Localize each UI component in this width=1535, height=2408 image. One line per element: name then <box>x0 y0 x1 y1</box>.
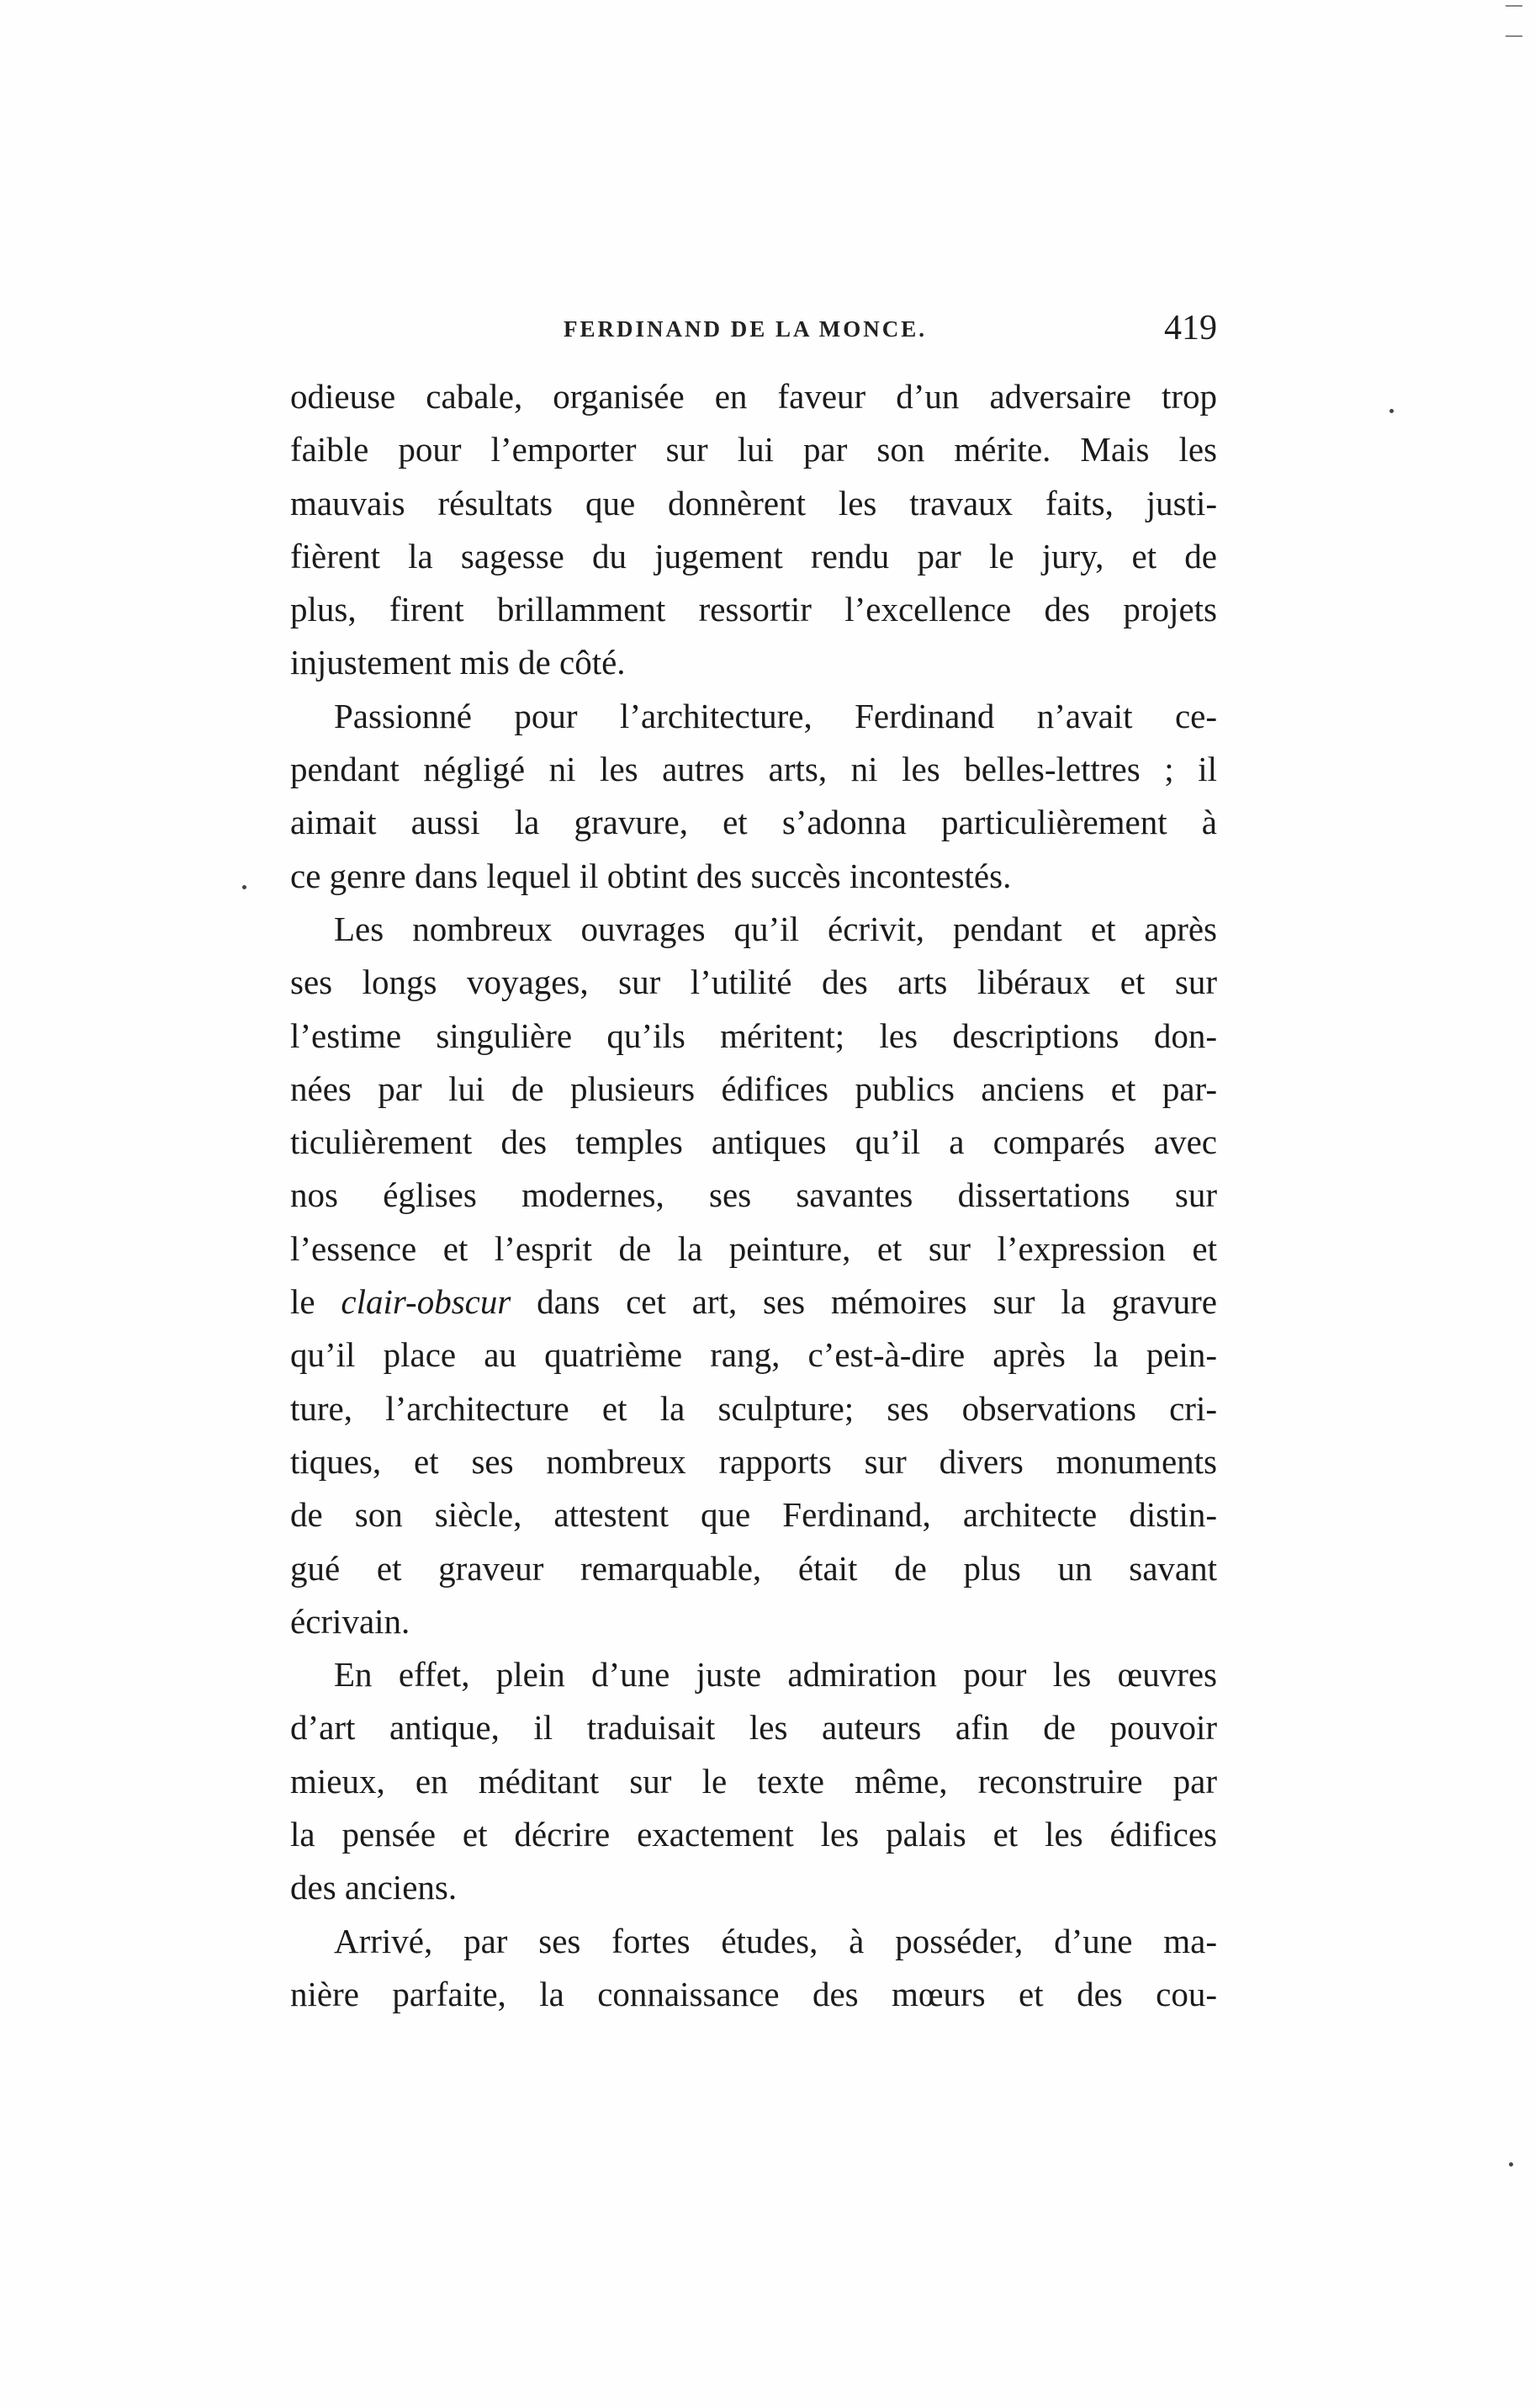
text-line: faible pour l’emporter sur lui par son mérite. Mais les <box>290 430 1217 469</box>
text-line: l’estime singulière qu’ils méritent; les descriptions don- <box>290 1016 1217 1055</box>
scan-speck <box>242 885 246 889</box>
text-line: l’essence et l’esprit de la peinture, et sur l’expression et <box>290 1228 1217 1268</box>
scan-speck <box>1389 409 1394 413</box>
text-line: nées par lui de plusieurs édifices publics anciens et par- <box>290 1069 1217 1108</box>
text-fragment: dans cet art, ses mémoires sur la gravure <box>511 1282 1218 1322</box>
text-line: écrivain. <box>290 1601 410 1641</box>
italic-term: clair-obscur <box>341 1282 511 1322</box>
text-line: ture, l’architecture et la sculpture; ses observations cri- <box>290 1388 1217 1428</box>
running-head <box>290 310 1217 352</box>
text-line: mauvais résultats que donnèrent les travaux faits, justi- <box>290 483 1217 522</box>
text-line: Passionné pour l’architecture, Ferdinand n’avait ce- <box>334 696 1217 735</box>
text-line: ticulièrement des temples antiques qu’il a comparés avec <box>290 1122 1217 1162</box>
text-line: de son siècle, attestent que Ferdinand, architecte distin- <box>290 1495 1217 1535</box>
text-line: d’art antique, il traduisait les auteurs afin de pouvoir <box>290 1708 1217 1748</box>
text-line: gué et graveur remarquable, était de plus un savant <box>290 1548 1217 1588</box>
text-line: ses longs voyages, sur l’utilité des arts libéraux et sur <box>290 963 1217 1002</box>
text-line: qu’il place au quatrième rang, c’est-à-dire après la pein- <box>290 1335 1217 1375</box>
text-line: fièrent la sagesse du jugement rendu par le jury, et de <box>290 536 1217 575</box>
text-fragment: le <box>290 1282 341 1322</box>
page-number: 419 <box>1164 309 1217 347</box>
text-line: tiques, et ses nombreux rapports sur divers monuments <box>290 1441 1217 1481</box>
scan-edge-mark <box>1506 5 1522 7</box>
scan-speck <box>1509 2162 1513 2167</box>
text-line: ce genre dans lequel il obtint des succès incontestés. <box>290 856 1012 895</box>
text-line: En effet, plein d’une juste admiration pour les œuvres <box>334 1655 1217 1695</box>
text-line: Arrivé, par ses fortes études, à posséder, d’une ma- <box>334 1921 1217 1960</box>
text-line: odieuse cabale, organisée en faveur d’un adversaire trop <box>290 377 1217 416</box>
text-line: nière parfaite, la connaissance des mœurs et des cou- <box>290 1974 1217 2013</box>
text-line: pendant négligé ni les autres arts, ni les belles-lettres ; il <box>290 750 1217 789</box>
text-line-clair-obscur <box>290 1276 1217 1329</box>
scan-edge-mark <box>1506 35 1522 37</box>
text-line: nos églises modernes, ses savantes dissertations sur <box>290 1175 1217 1215</box>
text-line: plus, firent brillamment ressortir l’excellence des projets <box>290 590 1217 629</box>
running-title: FERDINAND DE LA MONCE. <box>564 316 928 342</box>
text-line: aimait aussi la gravure, et s’adonna particulièrement à <box>290 803 1217 842</box>
text-line: la pensée et décrire exactement les palais et les édifices <box>290 1815 1217 1854</box>
body-text <box>290 370 1217 2021</box>
text-line: des anciens. <box>290 1868 458 1907</box>
text-line: Les nombreux ouvrages qu’il écrivit, pendant et après <box>334 909 1217 948</box>
text-line: injustement mis de côté. <box>290 643 626 682</box>
text-line: mieux, en méditant sur le texte même, reconstruire par <box>290 1761 1217 1801</box>
